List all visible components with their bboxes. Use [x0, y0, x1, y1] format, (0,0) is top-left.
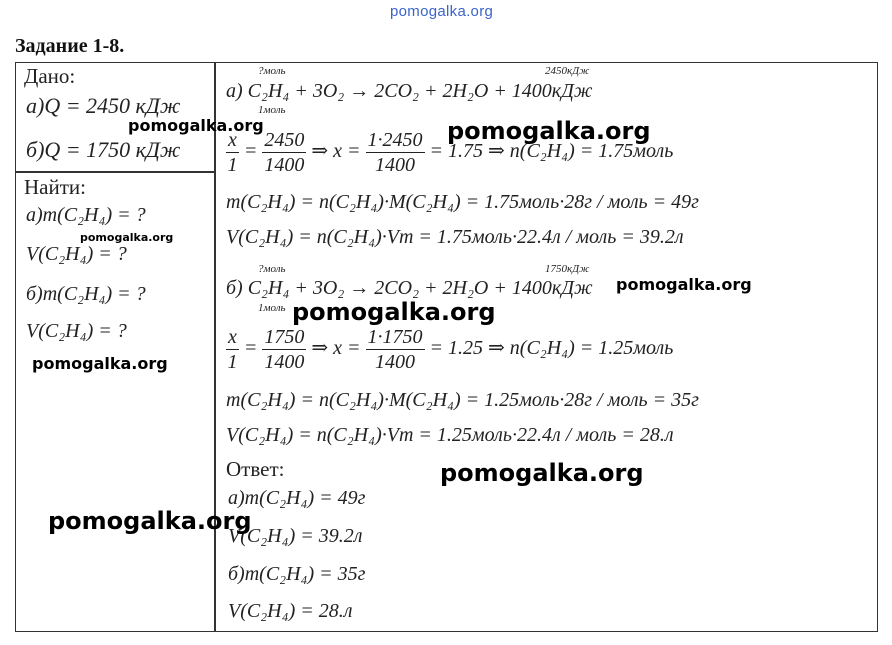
given-label: Дано: [24, 64, 76, 88]
fraction: $\frac{1750}{1400}$ [264, 326, 305, 373]
find-label: Найти: [24, 175, 86, 199]
watermark: pomogalka.org [440, 459, 644, 487]
part-a-volume: V(C₂H₄) = n(C₂H₄)·Vm = 1.75моль·22.4л / моль = 39.2л [226, 226, 684, 248]
part-a-proportion: $\frac{x}{1}$ = $\frac{2450}{1400}$ ⇒ x = $\frac{1\cdot 2450}{1400}$ = 1.75 ⇒ n(C₂H₄) = 1.75моль [227, 129, 674, 176]
watermark: pomogalka.org [80, 231, 174, 244]
column-divider [214, 62, 216, 632]
answer-line: V(C₂H₄) = 39.2л [228, 525, 363, 547]
answer-label: Ответ: [226, 457, 285, 481]
part-a-under-left: 1моль [258, 104, 286, 116]
watermark: pomogalka.org [447, 117, 651, 145]
part-b-under-left: 1моль [258, 302, 286, 314]
answer-line: б)m(C₂H₄) = 35г [228, 563, 366, 585]
fraction: $\frac{1\cdot 1750}{1400}$ [367, 326, 423, 373]
watermark: pomogalka.org [32, 354, 168, 373]
part-b-mass: m(C₂H₄) = n(C₂H₄)·M(C₂H₄) = 1.25моль·28г / моль = 35г [226, 389, 699, 411]
part-a-over-left: ?моль [258, 65, 286, 77]
fraction: $\frac{2450}{1400}$ [264, 129, 305, 176]
fraction: $\frac{x}{1}$ [227, 326, 238, 373]
part-b-equation: б) C₂H₄ + 3O₂ → 2CO₂ + 2H₂O + 1400кДж [226, 277, 593, 299]
part-a-mass: m(C₂H₄) = n(C₂H₄)·M(C₂H₄) = 1.75моль·28г / моль = 49г [226, 191, 699, 213]
answer-line: а)m(C₂H₄) = 49г [228, 487, 366, 509]
part-b-over-right: 1750кДж [545, 263, 590, 275]
site-header-link[interactable]: pomogalka.org [390, 3, 494, 20]
part-b-volume: V(C₂H₄) = n(C₂H₄)·Vm = 1.25моль·22.4л / моль = 28.л [226, 424, 674, 446]
watermark: pomogalka.org [48, 507, 252, 535]
part-a-over-right: 2450кДж [545, 65, 590, 77]
fraction: $\frac{x}{1}$ [227, 129, 238, 176]
part-a-equation: а) C₂H₄ + 3O₂ → 2CO₂ + 2H₂O + 1400кДж [226, 80, 593, 102]
find-line: а)m(C₂H₄) = ? [26, 204, 146, 226]
given-find-divider [15, 171, 215, 173]
given-a: а)Q = 2450 кДж [26, 93, 181, 118]
watermark: pomogalka.org [616, 275, 752, 294]
given-b: б)Q = 1750 кДж [26, 137, 181, 162]
fraction: $\frac{1\cdot 2450}{1400}$ [367, 129, 423, 176]
find-line: V(C₂H₄) = ? [26, 320, 127, 342]
part-b-over-left: ?моль [258, 263, 286, 275]
part-b-proportion: $\frac{x}{1}$ = $\frac{1750}{1400}$ ⇒ x = $\frac{1\cdot 1750}{1400}$ = 1.25 ⇒ n(C₂H₄) = 1.25моль [227, 326, 674, 373]
find-line: б)m(C₂H₄) = ? [26, 283, 146, 305]
watermark: pomogalka.org [292, 298, 496, 326]
find-line: V(C₂H₄) = ? [26, 243, 127, 265]
answer-line: V(C₂H₄) = 28.л [228, 600, 353, 622]
watermark: pomogalka.org [128, 116, 264, 135]
task-title: Задание 1-8. [15, 35, 125, 57]
